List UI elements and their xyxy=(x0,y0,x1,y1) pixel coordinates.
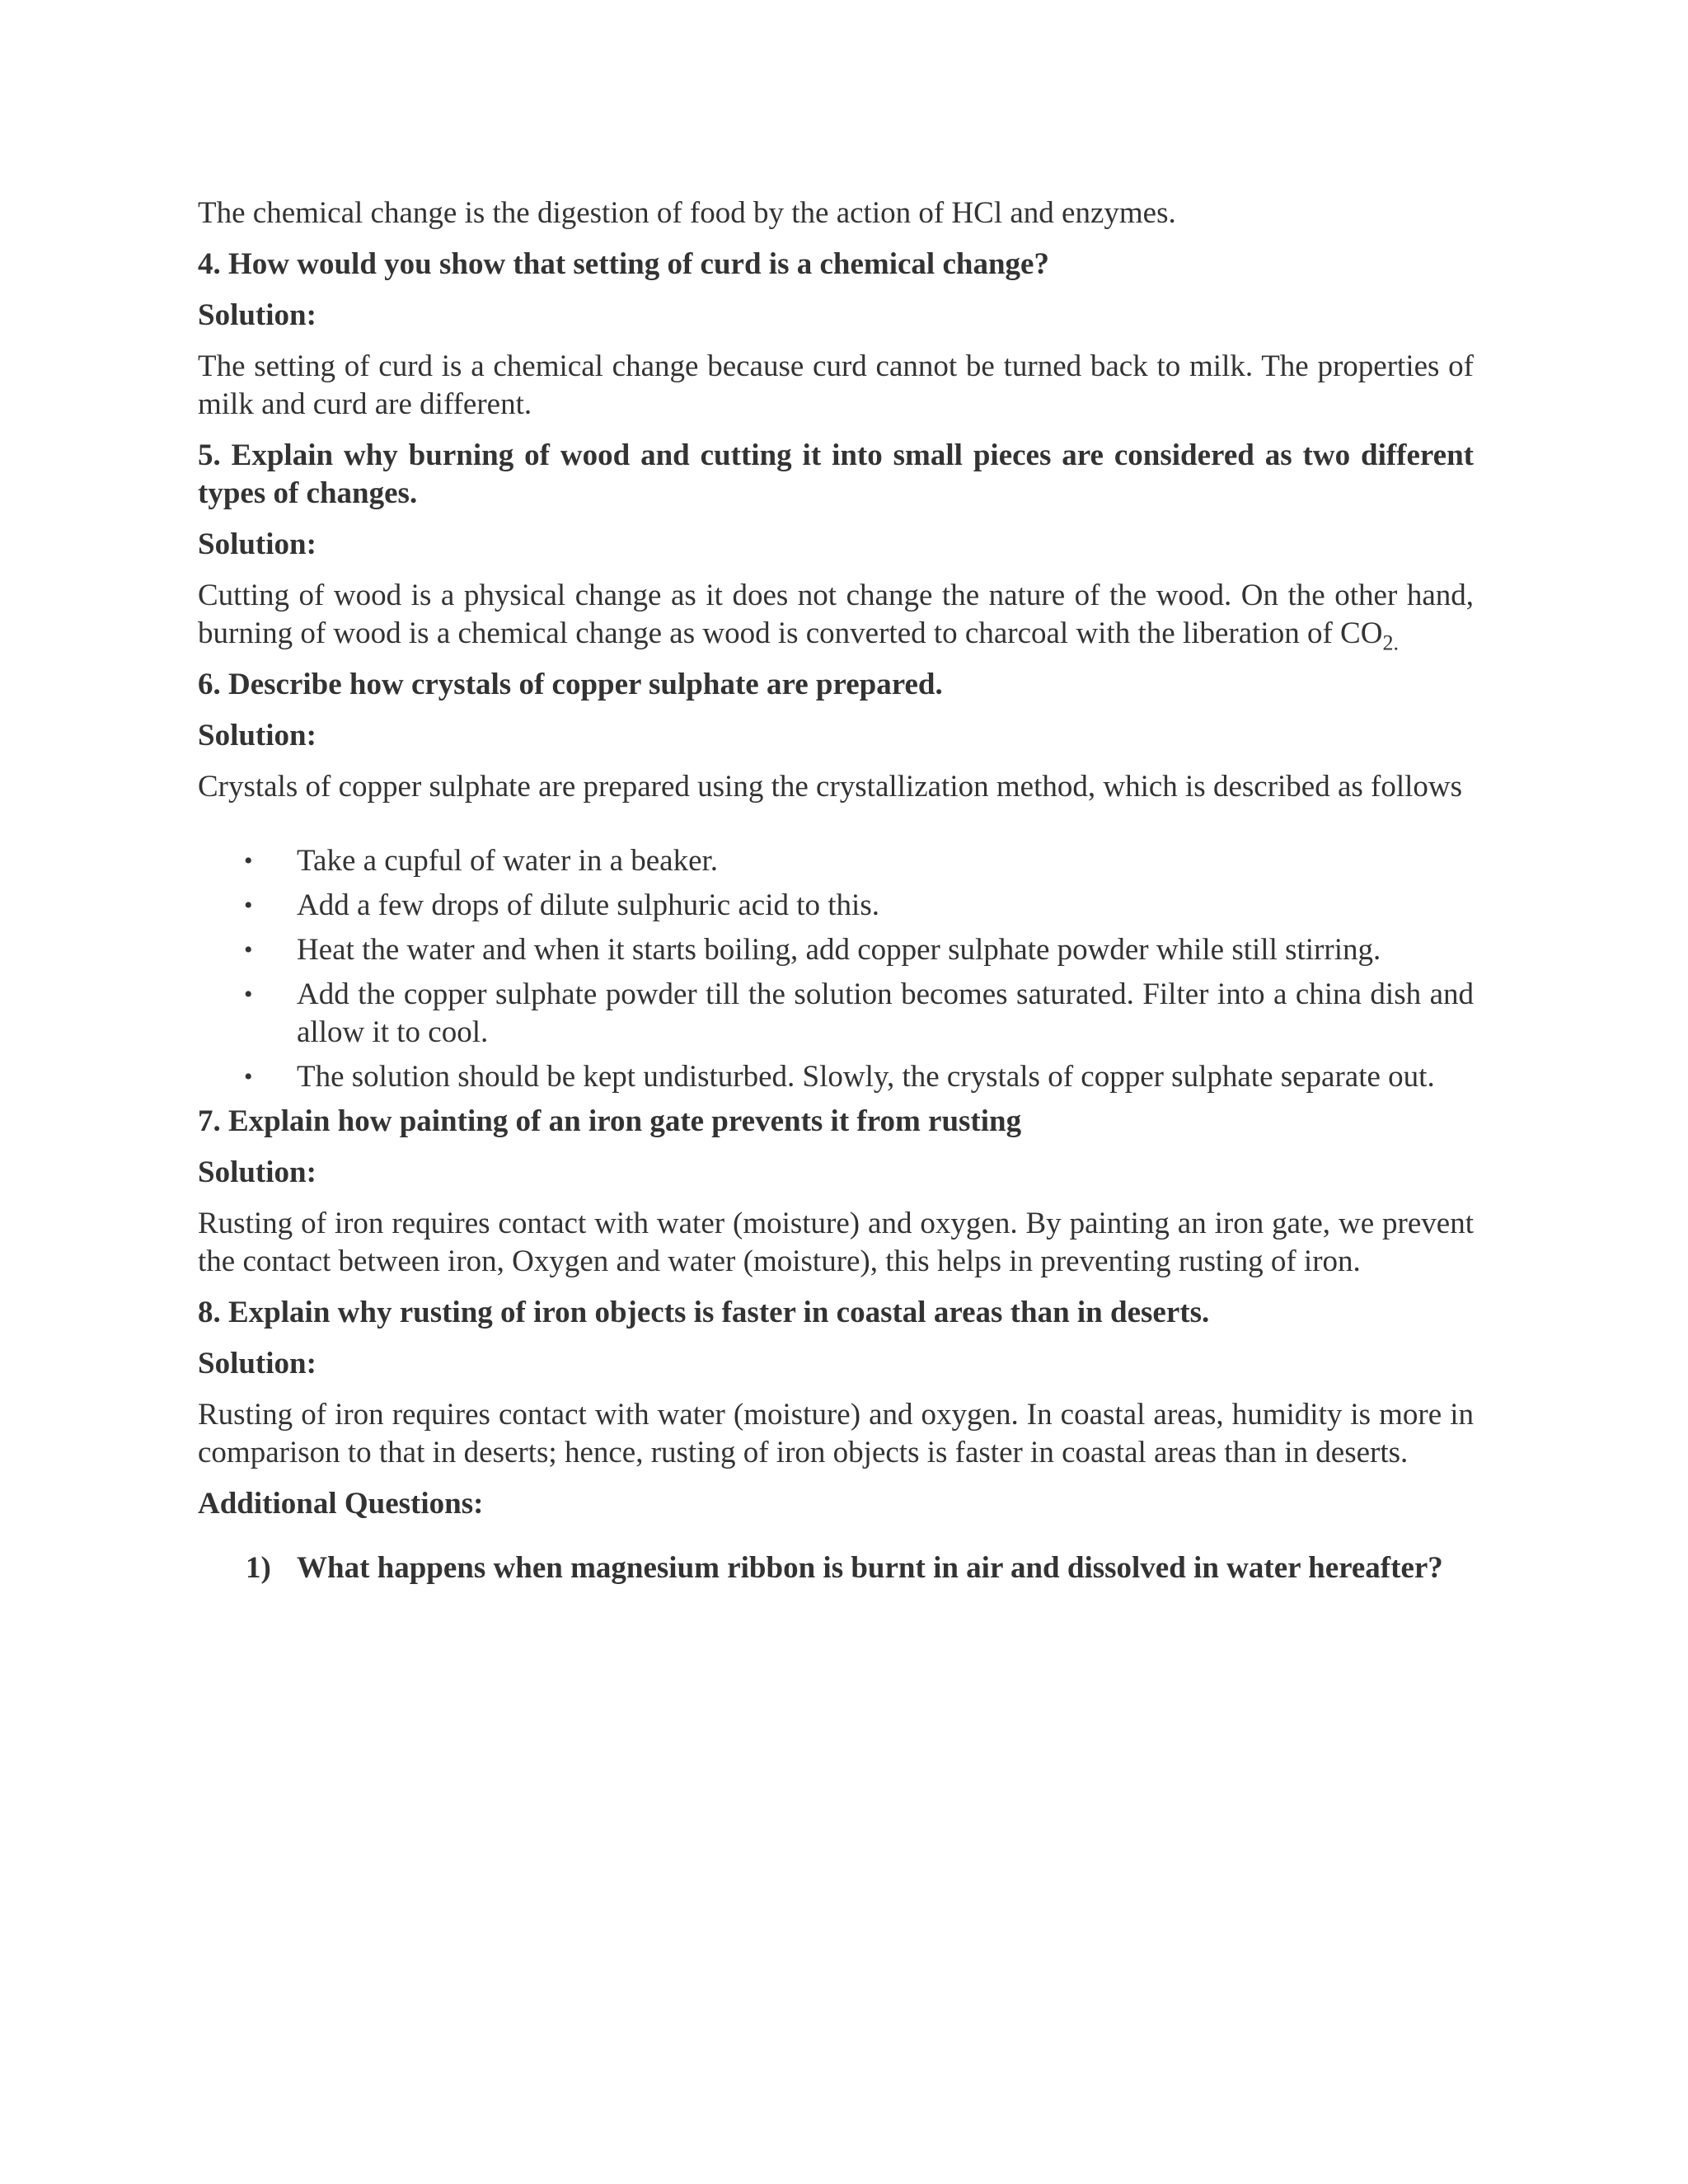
step-text: Add the copper sulphate powder till the solution becomes saturated. Filter into a china dish and allow it to cool. xyxy=(297,977,1474,1049)
list-item xyxy=(198,1549,1474,1587)
question-5-answer-text: Cutting of wood is a physical change as it does not change the nature of the wood. On the other hand, burning of wood is a chemical change as wood is converted to charcoal with the liberation of CO xyxy=(198,579,1474,650)
list-item xyxy=(198,1058,1474,1096)
additional-question-text: What happens when magnesium ribbon is burnt in air and dissolved in water hereafter? xyxy=(297,1551,1443,1585)
question-4-answer: The setting of curd is a chemical change because curd cannot be turned back to milk. The properties of milk and curd are different. xyxy=(198,349,1474,421)
list-item xyxy=(198,976,1474,1052)
list-item xyxy=(198,931,1474,969)
question-6-answer: Crystals of copper sulphate are prepared using the crystallization method, which is described as follows xyxy=(198,770,1463,804)
question-7-heading: 7. Explain how painting of an iron gate prevents it from rusting xyxy=(198,1104,1022,1138)
question-7-answer: Rusting of iron requires contact with water (moisture) and oxygen. By painting an iron gate, we prevent the contact between iron, Oxygen and water (moisture), this helps in preventing rusting of iron. xyxy=(198,1207,1474,1278)
list-item xyxy=(198,842,1474,880)
question-7-solution-label: Solution: xyxy=(198,1155,316,1189)
item-number: 1) xyxy=(246,1551,271,1585)
intro-text: The chemical change is the digestion of food by the action of HCl and enzymes. xyxy=(198,196,1176,230)
bullet-icon: • xyxy=(244,847,253,874)
bullet-icon: • xyxy=(244,1063,253,1090)
crystallization-steps-list xyxy=(198,842,1474,1096)
list-item xyxy=(198,887,1474,925)
additional-questions-heading: Additional Questions: xyxy=(198,1487,484,1521)
co2-subscript: 2. xyxy=(1382,630,1399,655)
step-text: The solution should be kept undisturbed. Slowly, the crystals of copper sulphate separate out. xyxy=(297,1060,1435,1094)
step-text: Heat the water and when it starts boiling, add copper sulphate powder while still stirring. xyxy=(297,933,1381,967)
document-page xyxy=(198,194,1474,1587)
additional-questions-list xyxy=(198,1549,1474,1587)
bullet-icon: • xyxy=(244,936,253,963)
step-text: Take a cupful of water in a beaker. xyxy=(297,844,719,878)
bullet-icon: • xyxy=(244,981,253,1008)
question-5-heading: 5. Explain why burning of wood and cutting it into small pieces are considered as two different types of changes. xyxy=(198,438,1474,510)
question-5-answer xyxy=(198,577,1474,653)
question-8-heading: 8. Explain why rusting of iron objects is faster in coastal areas than in deserts. xyxy=(198,1296,1210,1329)
question-4-solution-label: Solution: xyxy=(198,298,316,332)
question-4-heading: 4. How would you show that setting of curd is a chemical change? xyxy=(198,247,1049,281)
question-8-answer: Rusting of iron requires contact with water (moisture) and oxygen. In coastal areas, humidity is more in comparison to that in deserts; hence, rusting of iron objects is faster in coastal areas than in deserts. xyxy=(198,1398,1474,1469)
step-text: Add a few drops of dilute sulphuric acid to this. xyxy=(297,888,879,922)
question-6-heading: 6. Describe how crystals of copper sulphate are prepared. xyxy=(198,668,943,701)
bullet-icon: • xyxy=(244,892,253,919)
question-8-solution-label: Solution: xyxy=(198,1347,316,1380)
question-5-solution-label: Solution: xyxy=(198,527,316,561)
question-6-solution-label: Solution: xyxy=(198,719,316,752)
